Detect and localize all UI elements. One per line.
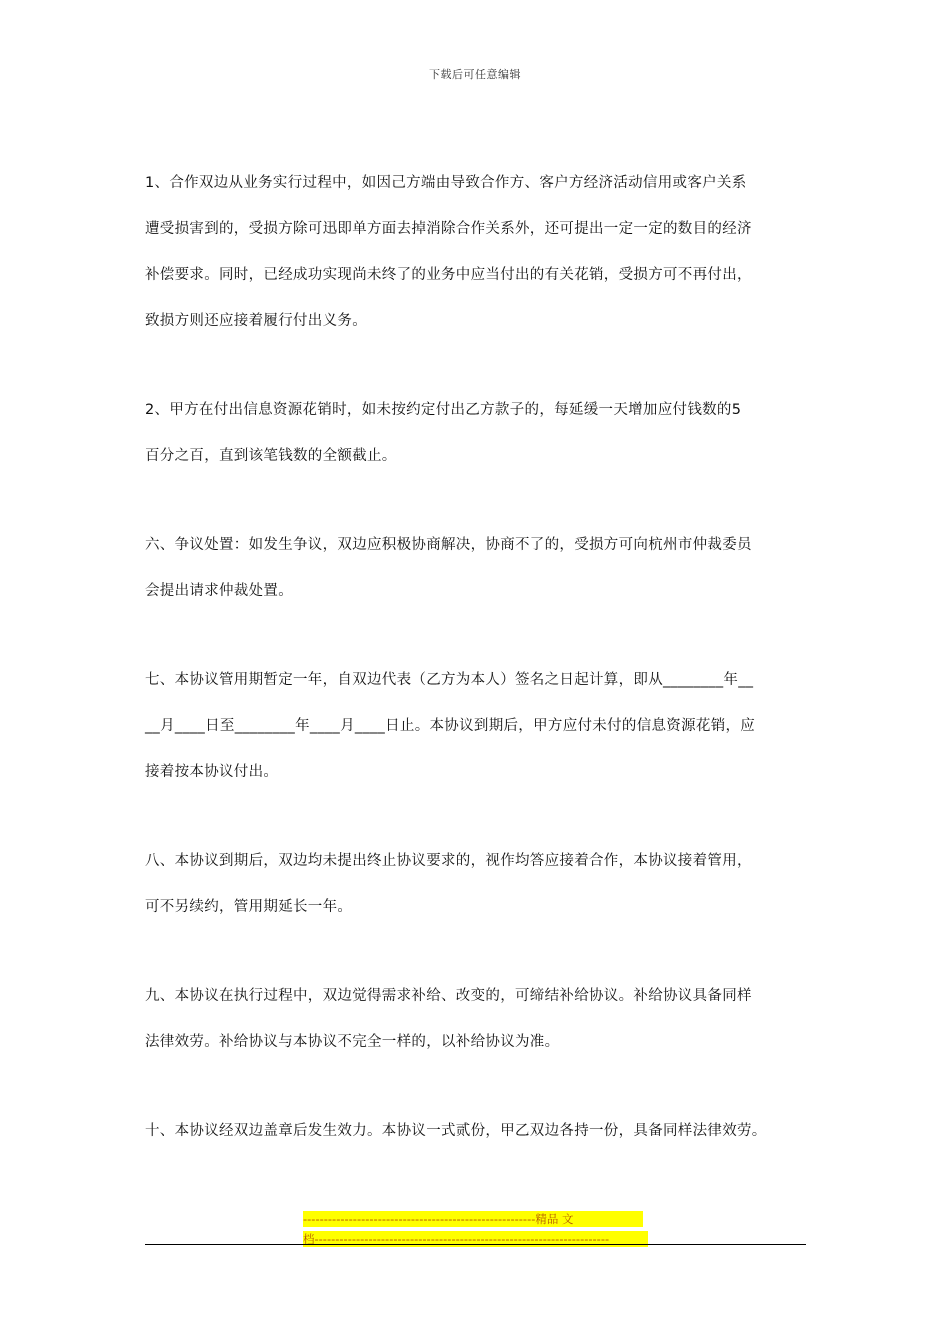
clause-6-dispute: [145, 522, 810, 614]
clause-line: 遭受损害到的，受损方除可迅即单方面去掉消除合作关系外，还可提出一定一定的数目的经济: [145, 221, 752, 237]
clause-line: 可不另续约，管用期延长一年。: [145, 899, 353, 915]
clause-line: 七、本协议管用期暂定一年，自双边代表（乙方为本人）签名之日起计算，即从________年__: [145, 672, 754, 688]
clause-8-renewal: [145, 838, 810, 930]
clause-line: 六、争议处置：如发生争议，双边应积极协商解决，协商不了的，受损方可向杭州市仲裁委员: [145, 537, 752, 553]
clause-1: [145, 160, 810, 344]
footer-line-1: --------------------------------------------------------精品 文: [303, 1211, 643, 1227]
clause-7-term: [145, 657, 810, 795]
clause-line: 八、本协议到期后，双边均未提出终止协议要求的，视作均答应接着合作，本协议接着管用，: [145, 853, 752, 869]
document-body: [145, 160, 810, 1197]
clause-line: 百分之百，直到该笔钱数的全额截止。: [145, 448, 397, 464]
clause-9-supplement: [145, 973, 810, 1065]
clause-line: __月____日至________年____月____日止。本协议到期后，甲方应付未付的信息资源花销，应: [145, 718, 756, 734]
clause-line: 2、甲方在付出信息资源花销时，如未按约定付出乙方款子的，每延缓一天增加应付钱数的5: [145, 402, 742, 418]
clause-line: 补偿要求。同时，已经成功实现尚未终了的业务中应当付出的有关花销，受损方可不再付出，: [145, 267, 752, 283]
clause-10-effect: [145, 1108, 810, 1154]
page-header: 下载后可任意编辑: [429, 68, 521, 81]
clause-line: 会提出请求仲裁处置。: [145, 583, 293, 599]
footer-line-2: 档-----------------------------------------------------------------------: [303, 1231, 648, 1247]
footer-watermark: [303, 1211, 648, 1251]
clause-2: [145, 387, 810, 479]
clause-line: 法律效劳。补给协议与本协议不完全一样的，以补给协议为准。: [145, 1034, 560, 1050]
clause-line: 九、本协议在执行过程中，双边觉得需求补给、改变的，可缔结补给协议。补给协议具备同样: [145, 988, 752, 1004]
clause-line: 接着按本协议付出。: [145, 764, 279, 780]
footer-divider: [145, 1244, 806, 1245]
clause-line: 1、合作双边从业务实行过程中，如因己方端由导致合作方、客户方经济活动信用或客户关系: [145, 175, 747, 191]
clause-line: 十、本协议经双边盖章后发生效力。本协议一式贰份，甲乙双边各持一份，具备同样法律效劳。: [145, 1123, 767, 1139]
clause-line: 致损方则还应接着履行付出义务。: [145, 313, 367, 329]
